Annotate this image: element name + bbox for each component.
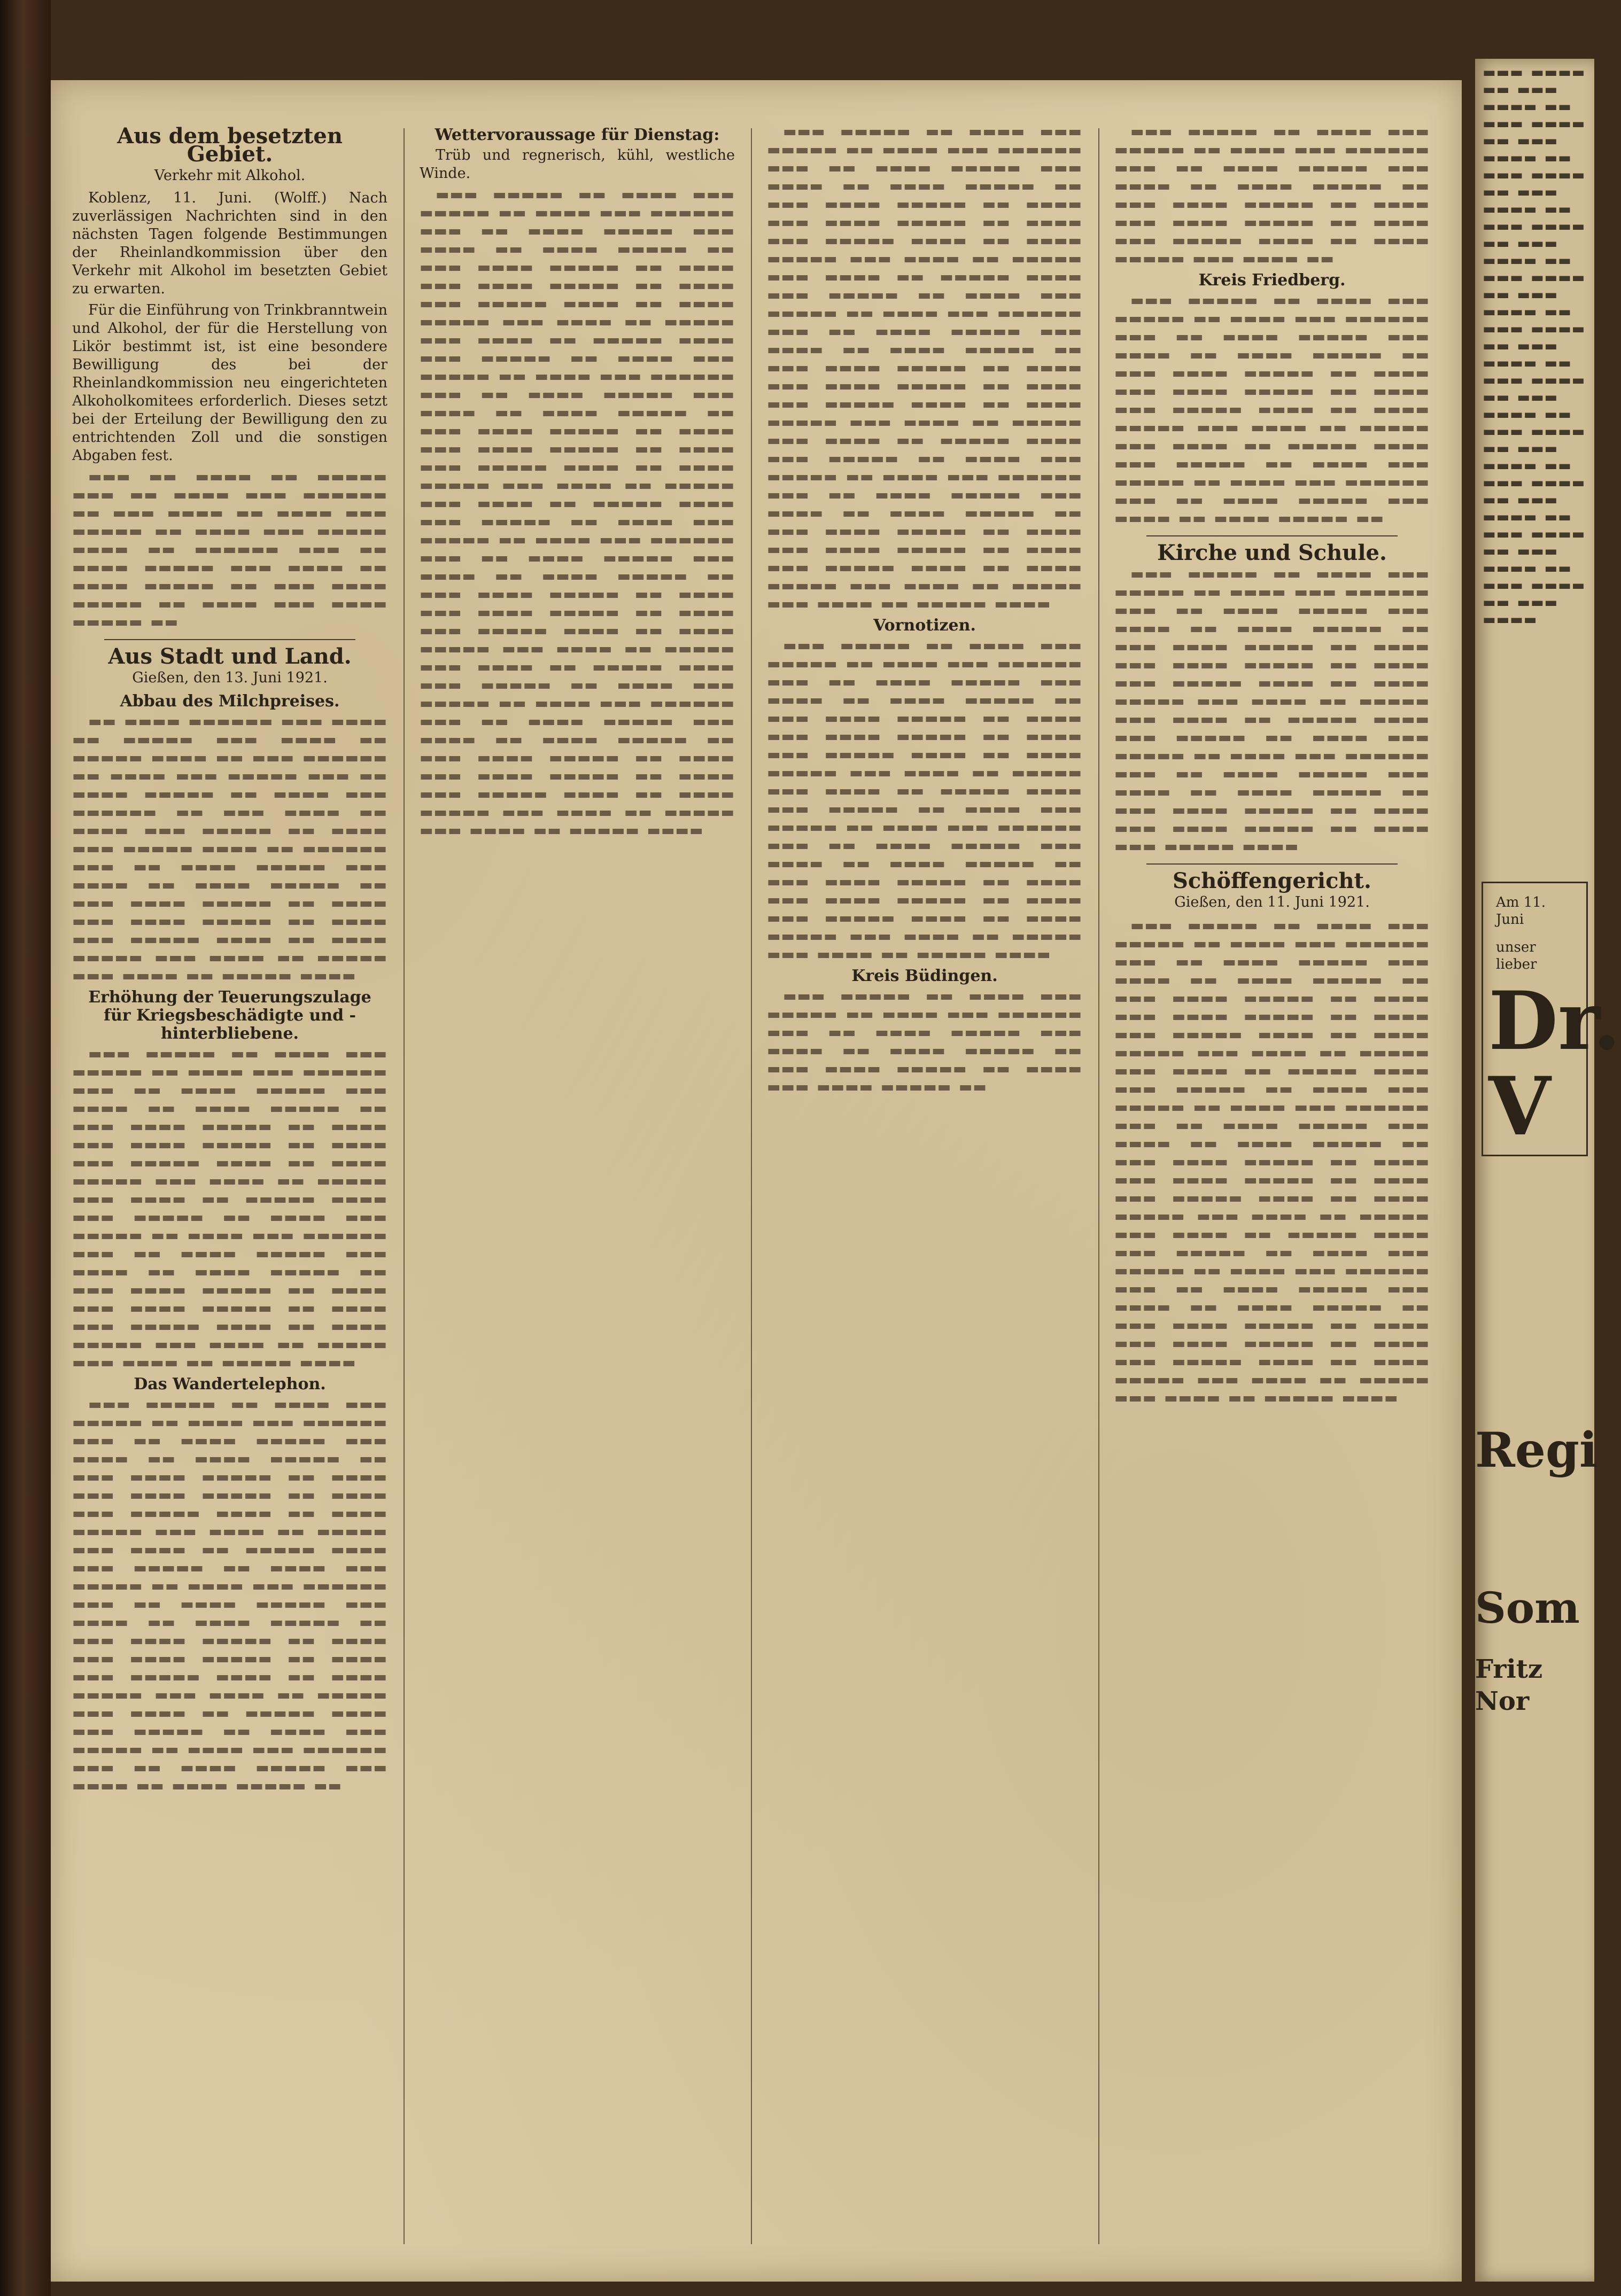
section-title-besetztes-gebiet: Aus dem besetzten Gebiet. xyxy=(117,123,343,167)
body-text: ▬▬▬ ▬▬▬▬▬ ▬▬ ▬▬▬▬ ▬▬▬ ▬▬▬▬▬ ▬▬ ▬▬▬▬ ▬▬▬ ▬▬▬▬▬▬ ▬▬▬ ▬▬ ▬▬▬▬ ▬▬▬▬▬ ▬▬▬ ▬▬▬▬ ▬▬ ▬▬▬▬ ▬▬▬▬▬ ▬▬ ▬▬▬ ▬▬▬▬ ▬▬▬▬▬ ▬▬ ▬▬▬▬ ▬▬▬ ▬▬▬▬ ▬▬▬▬▬ ▬▬ ▬▬▬▬ ▬▬▬ ▬▬▬▬▬ ▬▬▬▬ ▬▬ ▬▬▬▬ ▬▬▬▬▬ ▬▬▬ ▬▬▬▬ ▬▬ ▬▬▬▬▬ ▬▬▬ ▬▬▬▬ ▬▬ ▬▬▬▬▬ ▬▬▬▬ ▬▬▬ ▬▬▬▬▬ ▬▬ ▬▬▬▬ ▬▬▬ ▬▬▬▬▬ ▬▬ ▬▬▬▬ ▬▬▬ ▬▬▬▬▬▬ ▬▬▬ ▬▬ ▬▬▬▬ ▬▬▬▬▬ ▬▬▬ ▬▬▬▬ ▬▬ ▬▬▬▬ ▬▬▬▬▬ ▬▬ ▬▬▬ ▬▬▬▬ ▬▬▬▬▬ ▬▬ ▬▬▬▬ ▬▬▬ ▬▬▬▬ ▬▬▬▬▬ ▬▬ ▬▬▬▬ ▬▬▬ ▬▬▬▬▬ ▬▬▬▬ ▬▬ ▬▬▬▬ ▬▬▬▬▬ ▬▬▬ ▬▬▬▬ ▬▬ ▬▬▬▬▬ ▬▬▬ ▬▬▬▬ ▬▬ ▬▬▬▬▬ ▬▬▬▬ ▬▬▬ ▬▬▬▬▬ ▬▬ ▬▬▬▬ ▬▬▬ ▬▬▬▬▬ ▬▬ ▬▬▬▬ ▬▬▬ ▬▬▬▬▬▬ ▬▬▬ ▬▬ ▬▬▬▬ ▬▬▬▬▬ ▬▬▬ ▬▬▬▬ ▬▬ ▬▬▬▬ ▬▬▬▬▬ ▬▬ ▬▬▬ ▬▬▬▬ ▬▬▬▬▬ ▬▬ ▬▬▬▬ ▬▬▬ ▬▬▬▬ ▬▬▬▬▬ ▬▬ ▬▬▬▬ ▬▬▬ ▬▬▬▬▬ ▬▬▬▬ ▬▬ ▬▬▬▬ ▬▬▬▬▬ ▬▬▬ ▬▬▬▬ ▬▬ ▬▬▬▬▬ ▬▬▬ ▬▬▬▬ ▬▬ ▬▬▬▬▬ ▬▬▬▬ ▬▬▬ ▬▬▬▬▬ ▬▬ ▬▬▬▬ ▬▬▬ ▬▬▬▬▬ ▬▬ ▬▬▬▬ ▬▬▬ ▬▬▬▬▬▬ ▬▬▬ ▬▬ ▬▬▬▬ ▬▬▬▬▬ ▬▬▬ ▬▬▬▬ ▬▬ ▬▬▬▬ ▬▬▬▬▬ ▬▬ ▬▬▬ ▬▬▬▬ ▬▬▬▬▬ ▬▬ ▬▬▬▬ ▬▬▬ ▬▬▬▬ ▬▬▬▬▬ ▬▬ ▬▬▬▬ ▬▬▬ ▬▬▬▬▬ ▬▬▬▬ ▬▬ ▬▬▬▬ ▬▬▬▬▬ ▬▬▬ ▬▬▬▬ ▬▬ ▬▬▬▬▬ ▬▬▬ ▬▬▬▬ ▬▬ ▬▬▬▬▬ ▬▬▬▬ xyxy=(420,186,735,839)
body-text: ▬▬▬ ▬▬▬▬▬ ▬▬ ▬▬▬▬ ▬▬▬ ▬▬▬▬▬ ▬▬ ▬▬▬▬ ▬▬▬ ▬▬▬▬▬▬ ▬▬▬ ▬▬ ▬▬▬▬ ▬▬▬▬▬ ▬▬▬ ▬▬▬▬ ▬▬ ▬▬▬▬ ▬▬▬▬▬ ▬▬ ▬▬▬ ▬▬▬▬ ▬▬▬▬▬ ▬▬ ▬▬▬▬ ▬▬▬ ▬▬▬▬ ▬▬▬▬▬ ▬▬ ▬▬▬▬ ▬▬▬ ▬▬▬▬▬ ▬▬▬▬ ▬▬ ▬▬▬▬ ▬▬▬▬▬ ▬▬▬ ▬▬▬▬ ▬▬ ▬▬▬▬▬ ▬▬▬ ▬▬▬▬ ▬▬ ▬▬▬▬▬ ▬▬▬▬ ▬▬▬ ▬▬▬▬▬ ▬▬ ▬▬▬▬ ▬▬▬ ▬▬▬▬▬ ▬▬ ▬▬▬▬ ▬▬▬ ▬▬▬▬▬▬ ▬▬▬ ▬▬ ▬▬▬▬ ▬▬▬▬▬ ▬▬▬ ▬▬▬▬ ▬▬ ▬▬▬▬ ▬▬▬▬▬ ▬▬ ▬▬▬ ▬▬▬▬ ▬▬▬▬▬ ▬▬ ▬▬▬▬ ▬▬▬ ▬▬▬▬ ▬▬▬▬▬ ▬▬ ▬▬▬▬ ▬▬▬ ▬▬▬▬▬ ▬▬▬▬ ▬▬ ▬▬▬▬ ▬▬▬▬▬ ▬▬▬ ▬▬▬▬ ▬▬ ▬▬▬▬▬ ▬▬▬ ▬▬▬▬ ▬▬ ▬▬▬▬▬ ▬▬▬▬ ▬▬▬ ▬▬▬▬▬ ▬▬ ▬▬▬▬ ▬▬▬ ▬▬▬▬▬ ▬▬ ▬▬▬▬ ▬▬▬ ▬▬▬▬▬▬ ▬▬▬ ▬▬ ▬▬▬▬ ▬▬▬▬▬ ▬▬▬ ▬▬▬▬ ▬▬ ▬▬▬▬ ▬▬▬▬▬ ▬▬ xyxy=(72,1396,387,1794)
article-heading-wandertelephon: Das Wandertelephon. xyxy=(134,1375,326,1394)
advert-word: Som xyxy=(1475,1583,1580,1633)
kirche-heading: Kirche und Schule. xyxy=(1157,540,1387,565)
obituary-name: Dr. V xyxy=(1488,974,1621,1154)
body-text: ▬▬▬ ▬▬▬▬▬ ▬▬ ▬▬▬▬ ▬▬▬ ▬▬▬▬▬ ▬▬ ▬▬▬▬ ▬▬▬ ▬▬▬▬▬▬ ▬▬▬ ▬▬ ▬▬▬▬ ▬▬▬▬▬ ▬▬▬ ▬▬▬▬ ▬▬ ▬▬▬▬ ▬▬▬▬▬ ▬▬ ▬▬▬ ▬▬▬▬ ▬▬▬▬▬ ▬▬ ▬▬▬▬ ▬▬▬ ▬▬▬▬ ▬▬▬▬▬ ▬▬ ▬▬▬▬ ▬▬▬ ▬▬▬▬▬ ▬▬▬▬ ▬▬ ▬▬▬▬ ▬▬▬▬▬ ▬▬▬ ▬▬▬▬ ▬▬ ▬▬▬▬▬ ▬▬▬ ▬▬▬▬ ▬▬ ▬▬▬▬▬ ▬▬▬▬ ▬▬▬ ▬▬▬▬▬ ▬▬ ▬▬▬▬ ▬▬▬ ▬▬▬▬▬ ▬▬ ▬▬▬▬ ▬▬▬ ▬▬▬▬▬▬ ▬▬▬ ▬▬ ▬▬▬▬ ▬▬▬▬▬ ▬▬▬ ▬▬▬▬ ▬▬ ▬▬▬▬ ▬▬▬▬▬ ▬▬ ▬▬▬ ▬▬▬▬ ▬▬▬▬▬ ▬▬ ▬▬▬▬ ▬▬▬ ▬▬▬▬ ▬▬▬▬▬ ▬▬ ▬▬▬▬ ▬▬▬ ▬▬▬▬▬ ▬▬▬▬ ▬▬ ▬▬▬▬ ▬▬▬▬▬ ▬▬▬ ▬▬▬▬ ▬▬ ▬▬▬▬▬ ▬▬▬ ▬▬▬▬ ▬▬ ▬▬▬▬▬ ▬▬▬▬ xyxy=(72,1046,387,1371)
article-body: Für die Einführung von Trinkbranntwein und Alkohol, der für die Herstellung von Likör bestimmt ist, ist eine besondere Bewilligung des bei der Rheinlandkommission neu eingerichteten Alkoholkomitees erforderlich. Dieses setzt bei der Erteilung der Bewilligung den zu entrichtenden Zoll und die sonstigen Abgaben fest. xyxy=(72,302,387,464)
body-text: ▬▬▬ ▬▬▬▬▬ ▬▬ ▬▬▬▬ ▬▬▬ ▬▬▬▬▬ ▬▬ ▬▬▬▬ ▬▬▬ ▬▬▬▬▬▬ ▬▬▬ ▬▬ ▬▬▬▬ ▬▬▬▬▬ ▬▬▬ ▬▬▬▬ ▬▬ ▬▬▬▬ ▬▬▬▬▬ ▬▬ ▬▬▬ ▬▬▬▬ ▬▬▬▬▬ ▬▬ ▬▬▬▬ ▬▬▬ ▬▬▬▬ ▬▬▬▬▬ ▬▬ ▬▬▬▬ ▬▬▬ ▬▬▬▬▬ ▬▬▬▬ ▬▬ ▬▬▬▬ ▬▬▬▬▬ ▬▬▬ ▬▬▬▬ ▬▬ ▬▬▬▬▬ ▬▬▬ ▬▬▬▬ ▬▬ ▬▬▬▬▬ ▬▬▬▬ ▬▬▬ ▬▬▬▬▬ ▬▬ ▬▬▬▬ ▬▬▬ ▬▬▬▬▬ ▬▬ ▬▬▬▬ ▬▬▬ ▬▬▬▬▬▬ ▬▬▬ ▬▬ ▬▬▬▬ ▬▬▬▬▬ ▬▬▬ ▬▬▬▬ ▬▬ ▬▬▬▬ ▬▬▬▬▬ ▬▬ ▬▬▬ ▬▬▬▬ ▬▬▬▬▬ ▬▬ ▬▬▬▬ ▬▬▬ ▬▬▬▬ ▬▬▬▬▬ ▬▬ ▬▬▬▬ ▬▬▬ ▬▬▬▬▬ ▬▬▬▬ ▬▬ ▬▬▬▬ ▬▬▬▬▬ ▬▬▬ ▬▬▬▬ ▬▬ ▬▬▬▬▬ ▬▬▬ ▬▬▬▬ ▬▬ ▬▬▬▬▬ ▬▬▬▬ ▬▬▬ ▬▬▬▬▬ ▬▬ ▬▬▬▬ ▬▬▬ ▬▬▬▬▬ ▬▬ ▬▬▬▬ ▬▬▬ ▬▬▬▬▬▬ ▬▬▬ ▬▬ ▬▬▬▬ ▬▬▬▬▬ ▬▬▬ ▬▬▬▬ ▬▬ ▬▬▬▬ ▬▬▬▬▬ ▬▬ ▬▬▬ ▬▬▬▬ ▬▬▬▬▬ ▬▬ ▬▬▬▬ ▬▬▬ ▬▬▬▬ ▬▬▬▬▬ ▬▬ ▬▬▬▬ ▬▬▬ ▬▬▬▬▬ ▬▬▬▬ ▬▬ ▬▬▬▬ ▬▬▬▬▬ ▬▬▬ ▬▬▬▬ ▬▬ ▬▬▬▬▬ ▬▬▬ ▬▬▬▬ ▬▬ ▬▬▬▬▬ ▬▬▬▬ xyxy=(1114,917,1430,1406)
body-text: ▬▬▬ ▬▬▬▬▬ ▬▬ ▬▬▬▬ ▬▬▬ ▬▬▬▬▬ ▬▬ ▬▬▬▬ ▬▬▬ ▬▬▬▬▬▬ ▬▬▬ ▬▬ ▬▬▬▬ ▬▬▬▬▬ ▬▬▬ ▬▬▬▬ ▬▬ ▬▬▬▬ ▬▬▬▬▬ ▬▬ ▬▬▬ ▬▬▬▬ ▬▬▬▬▬ ▬▬ ▬▬▬▬ ▬▬▬ ▬▬▬▬ ▬▬▬▬▬ ▬▬ ▬▬▬▬ ▬▬▬ ▬▬▬▬▬ ▬▬▬▬ ▬▬ ▬▬▬▬ ▬▬▬▬▬ ▬▬▬ ▬▬▬▬ ▬▬ ▬▬▬▬▬ ▬▬▬ ▬▬▬▬ ▬▬ ▬▬▬▬▬ ▬▬▬▬ ▬▬▬ ▬▬▬▬▬ ▬▬ ▬▬▬▬ ▬▬▬ ▬▬▬▬▬ ▬▬ ▬▬▬▬ ▬▬▬ ▬▬▬▬▬▬ ▬▬▬ ▬▬ ▬▬▬▬ ▬▬▬▬▬ ▬▬▬ ▬▬▬▬ ▬▬ ▬▬▬▬ ▬▬▬▬▬ ▬▬ ▬▬▬ ▬▬▬▬ ▬▬▬▬▬ ▬▬ ▬▬▬▬ ▬▬▬ ▬▬▬▬ ▬▬▬▬▬ ▬▬ ▬▬▬▬ ▬▬▬ ▬▬▬▬▬ ▬▬▬▬ ▬▬ ▬▬▬▬ ▬▬▬▬▬ ▬▬▬ ▬▬▬▬ ▬▬ ▬▬▬▬▬ ▬▬▬ ▬▬▬▬ ▬▬ ▬▬▬▬▬ ▬▬▬▬ ▬▬▬ ▬▬▬▬▬ ▬▬ ▬▬▬▬ ▬▬▬ ▬▬▬▬▬ ▬▬ ▬▬▬▬ ▬▬▬ ▬▬▬▬▬▬ ▬▬▬ ▬▬ ▬▬▬▬ ▬▬▬▬▬ ▬▬▬ ▬▬▬▬ ▬▬ ▬▬▬▬ ▬▬▬▬▬ ▬▬ ▬▬▬ ▬▬▬▬ ▬▬▬▬▬ ▬▬ ▬▬▬▬ ▬▬▬ ▬▬▬▬ ▬▬▬▬▬ ▬▬ ▬▬▬▬ ▬▬▬ ▬▬▬▬▬ ▬▬▬▬ ▬▬ ▬▬▬▬ ▬▬▬▬▬ ▬▬▬ ▬▬▬▬ ▬▬ ▬▬▬▬▬ ▬▬▬ ▬▬▬▬ ▬▬ ▬▬▬▬▬ ▬▬▬▬ xyxy=(767,123,1082,612)
obituary-line: unser lieber xyxy=(1496,939,1537,972)
kreis-friedberg-heading: Kreis Friedberg. xyxy=(1198,271,1346,290)
article-lead: Koblenz, 11. Juni. (Wolff.) Nach zuverlässigen Nachrichten sind in den nächsten Tagen folgende Bestimmungen der Rheinlandkommission über den Verkehr mit Alkohol im besetzten Gebiet zu erwarten. xyxy=(72,190,387,297)
article-heading-teuerungszulage: Erhöhung der Teuerungszulage für Kriegsbeschädigte und -hinterbliebene. xyxy=(88,988,371,1043)
section-divider xyxy=(1146,863,1398,865)
section-divider xyxy=(104,639,355,640)
section-divider xyxy=(1146,535,1398,536)
weather-text: Trüb und regnerisch, kühl, westliche Winde. xyxy=(420,147,735,182)
column-rule xyxy=(751,128,752,2244)
body-text: ▬▬▬ ▬▬▬▬▬ ▬▬ ▬▬▬▬ ▬▬▬ ▬▬▬▬▬ ▬▬ ▬▬▬▬ ▬▬▬ ▬▬▬▬▬▬ ▬▬▬ ▬▬ ▬▬▬▬ ▬▬▬▬▬ ▬▬▬ ▬▬▬▬ ▬▬ ▬▬▬▬ ▬▬▬▬▬ ▬▬ ▬▬▬ ▬▬▬▬ ▬▬▬▬▬ ▬▬ ▬▬▬▬ ▬▬▬ ▬▬▬▬ ▬▬▬▬▬ ▬▬ ▬▬▬▬ ▬▬▬ ▬▬▬▬▬ ▬▬▬▬ ▬▬ ▬▬▬▬ ▬▬▬▬▬ ▬▬▬ ▬▬▬▬ ▬▬ xyxy=(1114,123,1430,267)
section-title-stadt-und-land: Aus Stadt und Land. xyxy=(108,644,352,669)
dateline: Gießen, den 13. Juni 1921. xyxy=(132,670,328,686)
column-rule xyxy=(404,128,405,2244)
body-text: ▬▬▬ ▬▬▬▬▬ ▬▬ ▬▬▬▬ ▬▬▬ ▬▬▬▬▬ ▬▬ ▬▬▬▬ ▬▬▬ ▬▬▬▬▬▬ ▬▬▬ ▬▬ ▬▬▬▬ ▬▬▬▬▬ ▬▬▬ ▬▬▬▬ ▬▬ ▬▬▬▬ ▬▬▬▬▬ ▬▬ ▬▬▬ ▬▬▬▬ ▬▬▬▬▬ ▬▬ ▬▬▬▬ ▬▬▬ ▬▬▬▬ ▬▬▬▬▬ ▬▬ ▬▬▬▬ ▬▬▬ ▬▬▬▬▬ ▬▬▬▬ ▬▬ ▬▬▬▬ ▬▬▬▬▬ ▬▬▬ ▬▬▬▬ ▬▬ ▬▬▬▬▬ ▬▬▬ ▬▬▬▬ ▬▬ ▬▬▬▬▬ ▬▬▬▬ ▬▬▬ ▬▬▬▬▬ ▬▬ ▬▬▬▬ ▬▬▬ ▬▬▬▬▬ ▬▬ ▬▬▬▬ ▬▬▬ ▬▬▬▬▬▬ ▬▬▬ ▬▬ ▬▬▬▬ ▬▬▬▬▬ ▬▬▬ ▬▬▬▬ ▬▬ ▬▬▬▬ ▬▬▬▬▬ ▬▬ ▬▬▬ ▬▬▬▬ ▬▬▬▬▬ ▬▬ ▬▬▬▬ ▬▬▬ ▬▬▬▬ ▬▬▬▬▬ ▬▬ ▬▬▬▬ ▬▬▬ ▬▬▬▬▬ ▬▬▬▬ xyxy=(1114,566,1430,855)
body-text: ▬▬ ▬▬▬▬ ▬▬▬▬▬▬ ▬▬▬ ▬▬▬▬ ▬▬ ▬▬▬▬▬ ▬▬▬ ▬▬▬▬ ▬▬ ▬▬▬▬▬ ▬▬▬▬ ▬▬ ▬▬▬ ▬▬▬▬▬▬ ▬▬ ▬▬▬▬ ▬▬▬ ▬▬▬▬▬ ▬▬▬ ▬▬ ▬▬▬▬ ▬▬▬▬▬ ▬▬ ▬▬▬▬ ▬▬▬ ▬▬▬▬▬▬ ▬▬ ▬▬▬ ▬▬▬▬ ▬▬ ▬▬▬▬ ▬▬▬ ▬▬▬▬▬ ▬▬ ▬▬▬▬ ▬▬▬ ▬▬▬▬▬ ▬▬▬▬ ▬▬ ▬▬▬▬▬▬ ▬▬▬ ▬▬ ▬▬▬▬ ▬▬▬▬▬ ▬▬▬ ▬▬▬▬ ▬▬ ▬▬▬▬ ▬▬▬▬▬ ▬▬ ▬▬▬ ▬▬▬▬ ▬▬▬▬▬ ▬▬ ▬▬▬▬ ▬▬▬ ▬▬▬▬ ▬▬▬▬▬ ▬▬ ▬▬▬▬ ▬▬▬ ▬▬▬▬▬ ▬▬▬▬ ▬▬ ▬▬▬▬ ▬▬▬▬▬ ▬▬▬ ▬▬▬▬ ▬▬ ▬▬▬▬▬ ▬▬▬ ▬▬▬▬ ▬▬ ▬▬▬▬▬ ▬▬▬▬ xyxy=(72,713,387,984)
book-binding xyxy=(0,0,51,2296)
column-3 xyxy=(767,123,1082,2250)
facing-page-edge xyxy=(1475,59,1621,2282)
obituary-box xyxy=(1482,882,1621,1156)
body-text: ▬▬▬ ▬▬ ▬▬▬▬ ▬▬ ▬▬▬▬▬ ▬▬▬ ▬▬ ▬▬▬▬ ▬▬▬ ▬▬▬▬▬▬ ▬▬ ▬▬▬ ▬▬▬▬ ▬▬ ▬▬▬▬ ▬▬▬ ▬▬▬▬▬ ▬▬ ▬▬▬▬ ▬▬▬ ▬▬▬▬▬ ▬▬▬▬ ▬▬ ▬▬▬▬▬▬ ▬▬▬ ▬▬ ▬▬▬▬ ▬▬▬▬▬ ▬▬▬ ▬▬▬▬ ▬▬ ▬▬▬▬ ▬▬▬▬▬ ▬▬ ▬▬▬ ▬▬▬▬ ▬▬▬▬▬ ▬▬ ▬▬▬▬ ▬▬▬ ▬▬▬▬ ▬▬▬▬▬ ▬▬ xyxy=(72,469,387,631)
weather-heading: Wettervoraussage für Dienstag: xyxy=(435,126,720,144)
article-heading-milchpreis: Abbau des Milchpreises. xyxy=(120,692,340,711)
dateline: Gießen, den 11. Juni 1921. xyxy=(1174,894,1370,910)
column-2 xyxy=(420,123,735,2250)
column-1 xyxy=(72,123,387,2250)
facing-page-text: ▬▬▬ ▬▬▬▬ ▬▬ ▬▬▬ ▬▬▬▬ ▬▬ ▬▬▬ ▬▬▬▬ ▬▬ ▬▬▬ ▬▬▬▬ ▬▬ ▬▬▬ ▬▬▬▬ ▬▬ ▬▬▬ ▬▬▬▬ ▬▬ ▬▬▬ ▬▬▬▬ ▬▬ ▬▬▬ ▬▬▬▬ ▬▬ ▬▬▬ ▬▬▬▬ ▬▬ ▬▬▬ ▬▬▬▬ ▬▬ ▬▬▬ ▬▬▬▬ ▬▬ ▬▬▬ ▬▬▬▬ ▬▬ ▬▬▬ ▬▬▬▬ ▬▬ ▬▬▬ ▬▬▬▬ ▬▬ ▬▬▬ ▬▬▬▬ ▬▬ ▬▬▬ ▬▬▬▬ ▬▬ ▬▬▬ ▬▬▬▬ ▬▬ ▬▬▬ ▬▬▬▬ ▬▬ ▬▬▬ ▬▬▬▬ ▬▬ ▬▬▬ ▬▬▬▬ ▬▬ ▬▬▬ ▬▬▬▬ ▬▬ ▬▬▬ ▬▬▬▬ xyxy=(1483,65,1586,628)
obituary-line: Am 11. Juni xyxy=(1496,894,1546,928)
kreis-buedingen-heading: Kreis Büdingen. xyxy=(851,967,998,985)
column-4 xyxy=(1114,123,1430,2250)
schoeffengericht-heading: Schöffengericht. xyxy=(1173,868,1371,893)
body-text: ▬▬▬ ▬▬▬▬▬ ▬▬ ▬▬▬▬ ▬▬▬ ▬▬▬▬▬ ▬▬ ▬▬▬▬ ▬▬▬ ▬▬▬▬▬▬ ▬▬▬ ▬▬ ▬▬▬▬ ▬▬▬▬▬ ▬▬▬ ▬▬▬▬ ▬▬ ▬▬▬▬ ▬▬▬▬▬ ▬▬ ▬▬▬ ▬▬▬▬ ▬▬▬▬▬ ▬▬ ▬▬▬▬ ▬▬▬ ▬▬▬▬ ▬▬▬▬▬ ▬▬ ▬▬▬▬ ▬▬▬ ▬▬▬▬▬ ▬▬▬▬ ▬▬ ▬▬▬▬ ▬▬▬▬▬ ▬▬▬ ▬▬▬▬ ▬▬ ▬▬▬▬▬ ▬▬▬ ▬▬▬▬ ▬▬ ▬▬▬▬▬ ▬▬▬▬ ▬▬▬ ▬▬▬▬▬ ▬▬ ▬▬▬▬ ▬▬▬ ▬▬▬▬▬ ▬▬ ▬▬▬▬ ▬▬▬ ▬▬▬▬▬▬ ▬▬▬ ▬▬ ▬▬▬▬ ▬▬▬▬▬ ▬▬▬ ▬▬▬▬ ▬▬ ▬▬▬▬ ▬▬▬▬▬ ▬▬ ▬▬▬ ▬▬▬▬ ▬▬▬▬▬ ▬▬ ▬▬▬▬ ▬▬▬ ▬▬▬▬ ▬▬▬▬▬ ▬▬ ▬▬▬▬ ▬▬▬ ▬▬▬▬▬ ▬▬▬▬ ▬▬ ▬▬▬▬ ▬▬▬▬▬ ▬▬▬ ▬▬▬▬ ▬▬ ▬▬▬▬▬ ▬▬▬ ▬▬▬▬ ▬▬ ▬▬▬▬▬ ▬▬▬▬ xyxy=(767,637,1082,963)
advert-word: Fritz Nor xyxy=(1475,1654,1543,1716)
advert-word: Regi xyxy=(1475,1422,1598,1478)
body-text: ▬▬▬ ▬▬▬▬▬ ▬▬ ▬▬▬▬ ▬▬▬ ▬▬▬▬▬ ▬▬ ▬▬▬▬ ▬▬▬ ▬▬▬▬▬▬ ▬▬▬ ▬▬ ▬▬▬▬ ▬▬▬▬▬ ▬▬▬ ▬▬▬▬ ▬▬ ▬▬▬▬ ▬▬▬▬▬ ▬▬ ▬▬▬ ▬▬▬▬ ▬▬▬▬▬ ▬▬ ▬▬▬▬ ▬▬▬ ▬▬▬▬ ▬▬▬▬▬ ▬▬ xyxy=(767,988,1082,1095)
newspaper-page xyxy=(51,80,1462,2282)
vornotizen-heading: Vornotizen. xyxy=(873,616,976,635)
body-text: ▬▬▬ ▬▬▬▬▬ ▬▬ ▬▬▬▬ ▬▬▬ ▬▬▬▬▬ ▬▬ ▬▬▬▬ ▬▬▬ ▬▬▬▬▬▬ ▬▬▬ ▬▬ ▬▬▬▬ ▬▬▬▬▬ ▬▬▬ ▬▬▬▬ ▬▬ ▬▬▬▬ ▬▬▬▬▬ ▬▬ ▬▬▬ ▬▬▬▬ ▬▬▬▬▬ ▬▬ ▬▬▬▬ ▬▬▬ ▬▬▬▬ ▬▬▬▬▬ ▬▬ ▬▬▬▬ ▬▬▬ ▬▬▬▬▬ ▬▬▬▬ ▬▬ ▬▬▬▬ ▬▬▬▬▬ ▬▬▬ ▬▬▬▬ ▬▬ ▬▬▬▬▬ ▬▬▬ ▬▬▬▬ ▬▬ ▬▬▬▬▬ ▬▬▬▬ ▬▬▬ ▬▬▬▬▬ ▬▬ ▬▬▬▬ ▬▬▬ ▬▬▬▬▬ ▬▬ ▬▬▬▬ ▬▬▬ ▬▬▬▬▬▬ ▬▬▬ ▬▬ ▬▬▬▬ ▬▬▬▬▬ ▬▬▬ ▬▬▬▬ ▬▬ ▬▬▬▬ ▬▬▬▬▬ ▬▬ xyxy=(1114,292,1430,527)
column-rule xyxy=(1098,128,1099,2244)
article-heading-alkohol: Verkehr mit Alkohol. xyxy=(154,167,306,184)
